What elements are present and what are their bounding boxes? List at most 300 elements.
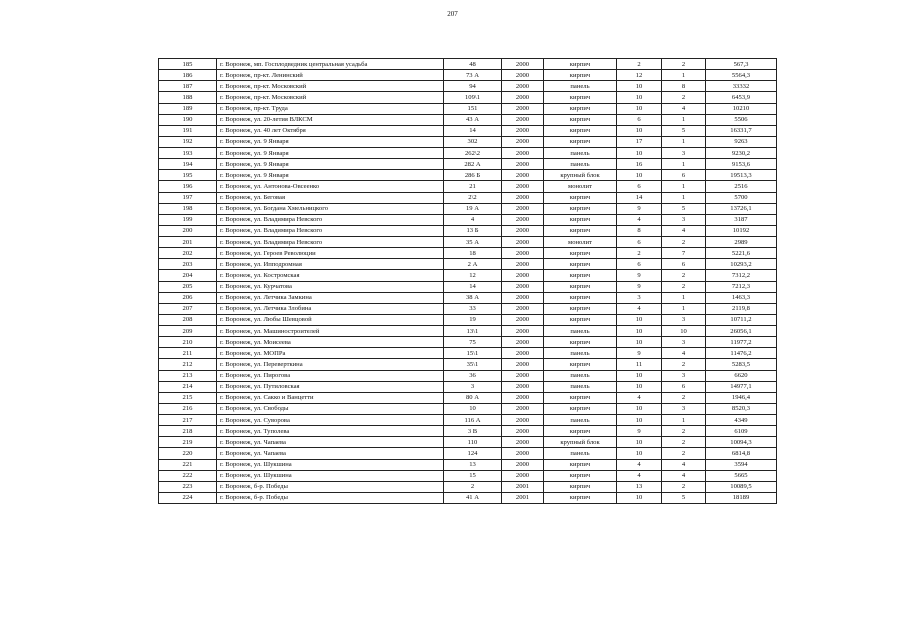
- area-cell: 14977,1: [706, 381, 777, 392]
- table-row: [159, 292, 777, 303]
- address-cell: г. Воронеж, ул. Летчика Замкина: [217, 292, 444, 303]
- floors-cell: 10: [617, 148, 662, 159]
- wall-material-cell: кирпич: [544, 337, 617, 348]
- wall-material-cell: кирпич: [544, 225, 617, 236]
- wall-material-cell: кирпич: [544, 270, 617, 281]
- floors-cell: 10: [617, 448, 662, 459]
- wall-material-cell: кирпич: [544, 214, 617, 225]
- house-number-cell: 116 А: [444, 415, 502, 426]
- house-number-cell: 15\1: [444, 348, 502, 359]
- wall-material-cell: кирпич: [544, 481, 617, 492]
- address-cell: г. Воронеж, ул. Героев Революции: [217, 248, 444, 259]
- house-number-cell: 73 А: [444, 70, 502, 81]
- entrances-cell: 3: [662, 370, 706, 381]
- address-cell: г. Воронеж, ул. Беговая: [217, 192, 444, 203]
- entrances-cell: 1: [662, 292, 706, 303]
- wall-material-cell: панель: [544, 448, 617, 459]
- address-cell: г. Воронеж, ул. Богдана Хмельницкого: [217, 203, 444, 214]
- wall-material-cell: панель: [544, 159, 617, 170]
- wall-material-cell: кирпич: [544, 426, 617, 437]
- house-number-cell: 13 Б: [444, 225, 502, 236]
- year-cell: 2000: [502, 359, 544, 370]
- house-number-cell: 12: [444, 270, 502, 281]
- table-row: [159, 426, 777, 437]
- table-row: [159, 181, 777, 192]
- house-number-cell: 4: [444, 214, 502, 225]
- wall-material-cell: кирпич: [544, 125, 617, 136]
- wall-material-cell: кирпич: [544, 70, 617, 81]
- floors-cell: 10: [617, 81, 662, 92]
- address-cell: г. Воронеж, ул. Машиностроителей: [217, 326, 444, 337]
- address-cell: г. Воронеж, ул. Свободы: [217, 403, 444, 414]
- floors-cell: 6: [617, 181, 662, 192]
- area-cell: 10293,2: [706, 259, 777, 270]
- house-number-cell: 2\2: [444, 192, 502, 203]
- address-cell: г. Воронеж, пр-кт. Московский: [217, 92, 444, 103]
- area-cell: 10192: [706, 225, 777, 236]
- floors-cell: 9: [617, 426, 662, 437]
- entrances-cell: 4: [662, 103, 706, 114]
- house-number-cell: 19 А: [444, 203, 502, 214]
- address-cell: г. Воронеж, пр-кт. Ленинский: [217, 70, 444, 81]
- table-row: [159, 348, 777, 359]
- area-cell: 19513,3: [706, 170, 777, 181]
- year-cell: 2000: [502, 214, 544, 225]
- address-cell: г. Воронеж, ул. МОПРа: [217, 348, 444, 359]
- entrances-cell: 3: [662, 214, 706, 225]
- row-number-cell: 203: [159, 259, 217, 270]
- table-row: [159, 170, 777, 181]
- house-number-cell: 43 А: [444, 114, 502, 125]
- floors-cell: 10: [617, 492, 662, 503]
- floors-cell: 11: [617, 359, 662, 370]
- wall-material-cell: панель: [544, 381, 617, 392]
- year-cell: 2000: [502, 136, 544, 147]
- area-cell: 6453,9: [706, 92, 777, 103]
- year-cell: 2000: [502, 125, 544, 136]
- address-cell: г. Воронеж, ул. 40 лет Октября: [217, 125, 444, 136]
- row-number-cell: 212: [159, 359, 217, 370]
- wall-material-cell: кирпич: [544, 314, 617, 325]
- area-cell: 3594: [706, 459, 777, 470]
- floors-cell: 2: [617, 59, 662, 70]
- house-number-cell: 14: [444, 281, 502, 292]
- address-cell: г. Воронеж, ул. 20-летия ВЛКСМ: [217, 114, 444, 125]
- wall-material-cell: кирпич: [544, 459, 617, 470]
- row-number-cell: 207: [159, 303, 217, 314]
- floors-cell: 9: [617, 281, 662, 292]
- year-cell: 2000: [502, 114, 544, 125]
- entrances-cell: 4: [662, 348, 706, 359]
- area-cell: 10089,5: [706, 481, 777, 492]
- area-cell: 9230,2: [706, 148, 777, 159]
- wall-material-cell: кирпич: [544, 403, 617, 414]
- table-row: [159, 248, 777, 259]
- wall-material-cell: кирпич: [544, 392, 617, 403]
- entrances-cell: 3: [662, 337, 706, 348]
- entrances-cell: 6: [662, 259, 706, 270]
- entrances-cell: 2: [662, 270, 706, 281]
- table-row: [159, 403, 777, 414]
- table-row: [159, 192, 777, 203]
- row-number-cell: 200: [159, 225, 217, 236]
- table-row: [159, 259, 777, 270]
- house-number-cell: 109\1: [444, 92, 502, 103]
- entrances-cell: 1: [662, 159, 706, 170]
- year-cell: 2000: [502, 314, 544, 325]
- year-cell: 2000: [502, 181, 544, 192]
- address-cell: г. Воронеж, ул. Моисеева: [217, 337, 444, 348]
- house-number-cell: 286 Б: [444, 170, 502, 181]
- floors-cell: 10: [617, 337, 662, 348]
- address-cell: г. Воронеж, ул. 9 Января: [217, 136, 444, 147]
- floors-cell: 6: [617, 259, 662, 270]
- area-cell: 6109: [706, 426, 777, 437]
- row-number-cell: 185: [159, 59, 217, 70]
- area-cell: 5564,3: [706, 70, 777, 81]
- table-row: [159, 326, 777, 337]
- address-cell: г. Воронеж, ул. 9 Января: [217, 170, 444, 181]
- area-cell: 9263: [706, 136, 777, 147]
- area-cell: 7312,2: [706, 270, 777, 281]
- table-row: [159, 281, 777, 292]
- row-number-cell: 216: [159, 403, 217, 414]
- year-cell: 2000: [502, 159, 544, 170]
- floors-cell: 13: [617, 481, 662, 492]
- house-number-cell: 94: [444, 81, 502, 92]
- entrances-cell: 3: [662, 403, 706, 414]
- area-cell: 5506: [706, 114, 777, 125]
- house-number-cell: 18: [444, 248, 502, 259]
- floors-cell: 10: [617, 370, 662, 381]
- address-cell: г. Воронеж, мп. Госплодведник центральная усадьба: [217, 59, 444, 70]
- area-cell: 10711,2: [706, 314, 777, 325]
- floors-cell: 9: [617, 270, 662, 281]
- address-cell: г. Воронеж, ул. Шукшина: [217, 470, 444, 481]
- house-number-cell: 15: [444, 470, 502, 481]
- row-number-cell: 196: [159, 181, 217, 192]
- table-row: [159, 70, 777, 81]
- address-cell: г. Воронеж, ул. Курчатова: [217, 281, 444, 292]
- address-cell: г. Воронеж, ул. Костромская: [217, 270, 444, 281]
- entrances-cell: 1: [662, 181, 706, 192]
- table-row: [159, 470, 777, 481]
- address-cell: г. Воронеж, ул. Владимира Невского: [217, 225, 444, 236]
- floors-cell: 8: [617, 225, 662, 236]
- wall-material-cell: кирпич: [544, 303, 617, 314]
- house-number-cell: 2: [444, 481, 502, 492]
- table-row: [159, 270, 777, 281]
- house-number-cell: 80 А: [444, 392, 502, 403]
- house-number-cell: 19: [444, 314, 502, 325]
- floors-cell: 16: [617, 159, 662, 170]
- year-cell: 2000: [502, 403, 544, 414]
- wall-material-cell: кирпич: [544, 248, 617, 259]
- house-number-cell: 151: [444, 103, 502, 114]
- floors-cell: 4: [617, 392, 662, 403]
- row-number-cell: 220: [159, 448, 217, 459]
- year-cell: 2000: [502, 70, 544, 81]
- row-number-cell: 201: [159, 237, 217, 248]
- wall-material-cell: кирпич: [544, 192, 617, 203]
- year-cell: 2000: [502, 281, 544, 292]
- entrances-cell: 7: [662, 248, 706, 259]
- address-cell: г. Воронеж, ул. Переверткина: [217, 359, 444, 370]
- floors-cell: 9: [617, 203, 662, 214]
- row-number-cell: 209: [159, 326, 217, 337]
- floors-cell: 10: [617, 170, 662, 181]
- house-number-cell: 21: [444, 181, 502, 192]
- address-cell: г. Воронеж, ул. Владимира Невского: [217, 214, 444, 225]
- table-row: [159, 125, 777, 136]
- entrances-cell: 4: [662, 459, 706, 470]
- row-number-cell: 189: [159, 103, 217, 114]
- row-number-cell: 214: [159, 381, 217, 392]
- floors-cell: 6: [617, 114, 662, 125]
- area-cell: 1946,4: [706, 392, 777, 403]
- row-number-cell: 215: [159, 392, 217, 403]
- address-cell: г. Воронеж, ул. Владимира Невского: [217, 237, 444, 248]
- year-cell: 2000: [502, 237, 544, 248]
- house-number-cell: 33: [444, 303, 502, 314]
- area-cell: 13726,1: [706, 203, 777, 214]
- entrances-cell: 2: [662, 392, 706, 403]
- area-cell: 4349: [706, 415, 777, 426]
- row-number-cell: 188: [159, 92, 217, 103]
- table-row: [159, 237, 777, 248]
- wall-material-cell: кирпич: [544, 470, 617, 481]
- address-cell: г. Воронеж, б-р. Победы: [217, 492, 444, 503]
- floors-cell: 10: [617, 103, 662, 114]
- entrances-cell: 2: [662, 448, 706, 459]
- address-cell: г. Воронеж, ул. Летчика Злобина: [217, 303, 444, 314]
- wall-material-cell: кирпич: [544, 103, 617, 114]
- row-number-cell: 195: [159, 170, 217, 181]
- house-number-cell: 75: [444, 337, 502, 348]
- row-number-cell: 223: [159, 481, 217, 492]
- area-cell: 567,3: [706, 59, 777, 70]
- year-cell: 2000: [502, 392, 544, 403]
- table-row: [159, 159, 777, 170]
- year-cell: 2000: [502, 92, 544, 103]
- row-number-cell: 193: [159, 148, 217, 159]
- row-number-cell: 194: [159, 159, 217, 170]
- area-cell: 1463,3: [706, 292, 777, 303]
- entrances-cell: 2: [662, 359, 706, 370]
- row-number-cell: 217: [159, 415, 217, 426]
- table-row: [159, 303, 777, 314]
- house-number-cell: 3: [444, 381, 502, 392]
- area-cell: 6620: [706, 370, 777, 381]
- table-row: [159, 381, 777, 392]
- entrances-cell: 2: [662, 481, 706, 492]
- address-cell: г. Воронеж, ул. Ипподромная: [217, 259, 444, 270]
- table-row: [159, 81, 777, 92]
- table-body: [159, 59, 777, 504]
- table-row: [159, 437, 777, 448]
- area-cell: 9153,6: [706, 159, 777, 170]
- table-row: [159, 148, 777, 159]
- area-cell: 18189: [706, 492, 777, 503]
- row-number-cell: 191: [159, 125, 217, 136]
- year-cell: 2000: [502, 448, 544, 459]
- entrances-cell: 10: [662, 326, 706, 337]
- address-cell: г. Воронеж, ул. Путиловская: [217, 381, 444, 392]
- row-number-cell: 219: [159, 437, 217, 448]
- house-number-cell: 48: [444, 59, 502, 70]
- row-number-cell: 211: [159, 348, 217, 359]
- entrances-cell: 1: [662, 415, 706, 426]
- year-cell: 2000: [502, 437, 544, 448]
- row-number-cell: 205: [159, 281, 217, 292]
- address-cell: г. Воронеж, пр-кт. Труда: [217, 103, 444, 114]
- table-row: [159, 448, 777, 459]
- house-number-cell: 13: [444, 459, 502, 470]
- entrances-cell: 2: [662, 281, 706, 292]
- house-number-cell: 3 В: [444, 426, 502, 437]
- house-number-cell: 13\1: [444, 326, 502, 337]
- address-cell: г. Воронеж, ул. Туполева: [217, 426, 444, 437]
- area-cell: 5700: [706, 192, 777, 203]
- entrances-cell: 5: [662, 203, 706, 214]
- floors-cell: 4: [617, 214, 662, 225]
- floors-cell: 10: [617, 314, 662, 325]
- row-number-cell: 192: [159, 136, 217, 147]
- floors-cell: 4: [617, 459, 662, 470]
- year-cell: 2000: [502, 248, 544, 259]
- entrances-cell: 6: [662, 381, 706, 392]
- year-cell: 2000: [502, 470, 544, 481]
- house-number-cell: 10: [444, 403, 502, 414]
- year-cell: 2000: [502, 170, 544, 181]
- year-cell: 2000: [502, 225, 544, 236]
- address-cell: г. Воронеж, ул. 9 Января: [217, 159, 444, 170]
- wall-material-cell: кирпич: [544, 92, 617, 103]
- entrances-cell: 8: [662, 81, 706, 92]
- year-cell: 2000: [502, 459, 544, 470]
- table-row: [159, 415, 777, 426]
- wall-material-cell: кирпич: [544, 281, 617, 292]
- year-cell: 2001: [502, 492, 544, 503]
- house-number-cell: 35 А: [444, 237, 502, 248]
- floors-cell: 10: [617, 437, 662, 448]
- house-number-cell: 38 А: [444, 292, 502, 303]
- row-number-cell: 187: [159, 81, 217, 92]
- wall-material-cell: панель: [544, 415, 617, 426]
- address-cell: г. Воронеж, ул. Антонова-Овсеенко: [217, 181, 444, 192]
- address-cell: г. Воронеж, ул. Чапаева: [217, 448, 444, 459]
- row-number-cell: 221: [159, 459, 217, 470]
- table-row: [159, 92, 777, 103]
- row-number-cell: 208: [159, 314, 217, 325]
- wall-material-cell: монолит: [544, 181, 617, 192]
- entrances-cell: 1: [662, 114, 706, 125]
- address-cell: г. Воронеж, ул. Суворова: [217, 415, 444, 426]
- area-cell: 5665: [706, 470, 777, 481]
- floors-cell: 10: [617, 415, 662, 426]
- area-cell: 2516: [706, 181, 777, 192]
- year-cell: 2000: [502, 326, 544, 337]
- entrances-cell: 2: [662, 437, 706, 448]
- floors-cell: 2: [617, 248, 662, 259]
- floors-cell: 6: [617, 237, 662, 248]
- table-row: [159, 370, 777, 381]
- address-cell: г. Воронеж, ул. Шукшина: [217, 459, 444, 470]
- entrances-cell: 3: [662, 148, 706, 159]
- floors-cell: 10: [617, 125, 662, 136]
- area-cell: 33332: [706, 81, 777, 92]
- row-number-cell: 222: [159, 470, 217, 481]
- entrances-cell: 4: [662, 225, 706, 236]
- floors-cell: 4: [617, 303, 662, 314]
- area-cell: 2989: [706, 237, 777, 248]
- floors-cell: 17: [617, 136, 662, 147]
- table-row: [159, 214, 777, 225]
- address-cell: г. Воронеж, ул. 9 Января: [217, 148, 444, 159]
- address-cell: г. Воронеж, б-р. Победы: [217, 481, 444, 492]
- table-row: [159, 136, 777, 147]
- page-number: 207: [447, 10, 458, 18]
- row-number-cell: 210: [159, 337, 217, 348]
- wall-material-cell: монолит: [544, 237, 617, 248]
- year-cell: 2000: [502, 337, 544, 348]
- house-number-cell: 35\1: [444, 359, 502, 370]
- year-cell: 2000: [502, 381, 544, 392]
- year-cell: 2000: [502, 370, 544, 381]
- floors-cell: 10: [617, 92, 662, 103]
- area-cell: 7212,3: [706, 281, 777, 292]
- year-cell: 2000: [502, 426, 544, 437]
- year-cell: 2000: [502, 348, 544, 359]
- floors-cell: 3: [617, 292, 662, 303]
- area-cell: 8520,3: [706, 403, 777, 414]
- address-cell: г. Воронеж, ул. Любы Шевцовой: [217, 314, 444, 325]
- row-number-cell: 213: [159, 370, 217, 381]
- table-row: [159, 314, 777, 325]
- entrances-cell: 1: [662, 303, 706, 314]
- row-number-cell: 218: [159, 426, 217, 437]
- table-row: [159, 359, 777, 370]
- entrances-cell: 4: [662, 470, 706, 481]
- year-cell: 2000: [502, 415, 544, 426]
- floors-cell: 9: [617, 348, 662, 359]
- row-number-cell: 199: [159, 214, 217, 225]
- table-row: [159, 492, 777, 503]
- year-cell: 2000: [502, 303, 544, 314]
- address-cell: г. Воронеж, пр-кт. Московский: [217, 81, 444, 92]
- table-row: [159, 59, 777, 70]
- entrances-cell: 2: [662, 92, 706, 103]
- year-cell: 2000: [502, 148, 544, 159]
- area-cell: 5283,5: [706, 359, 777, 370]
- wall-material-cell: кирпич: [544, 114, 617, 125]
- row-number-cell: 190: [159, 114, 217, 125]
- year-cell: 2000: [502, 259, 544, 270]
- address-cell: г. Воронеж, ул. Пирогова: [217, 370, 444, 381]
- area-cell: 10094,3: [706, 437, 777, 448]
- year-cell: 2000: [502, 59, 544, 70]
- year-cell: 2000: [502, 270, 544, 281]
- table-row: [159, 392, 777, 403]
- row-number-cell: 198: [159, 203, 217, 214]
- entrances-cell: 1: [662, 192, 706, 203]
- area-cell: 26056,1: [706, 326, 777, 337]
- floors-cell: 4: [617, 470, 662, 481]
- address-cell: г. Воронеж, ул. Чапаева: [217, 437, 444, 448]
- wall-material-cell: кирпич: [544, 59, 617, 70]
- entrances-cell: 5: [662, 492, 706, 503]
- house-number-cell: 14: [444, 125, 502, 136]
